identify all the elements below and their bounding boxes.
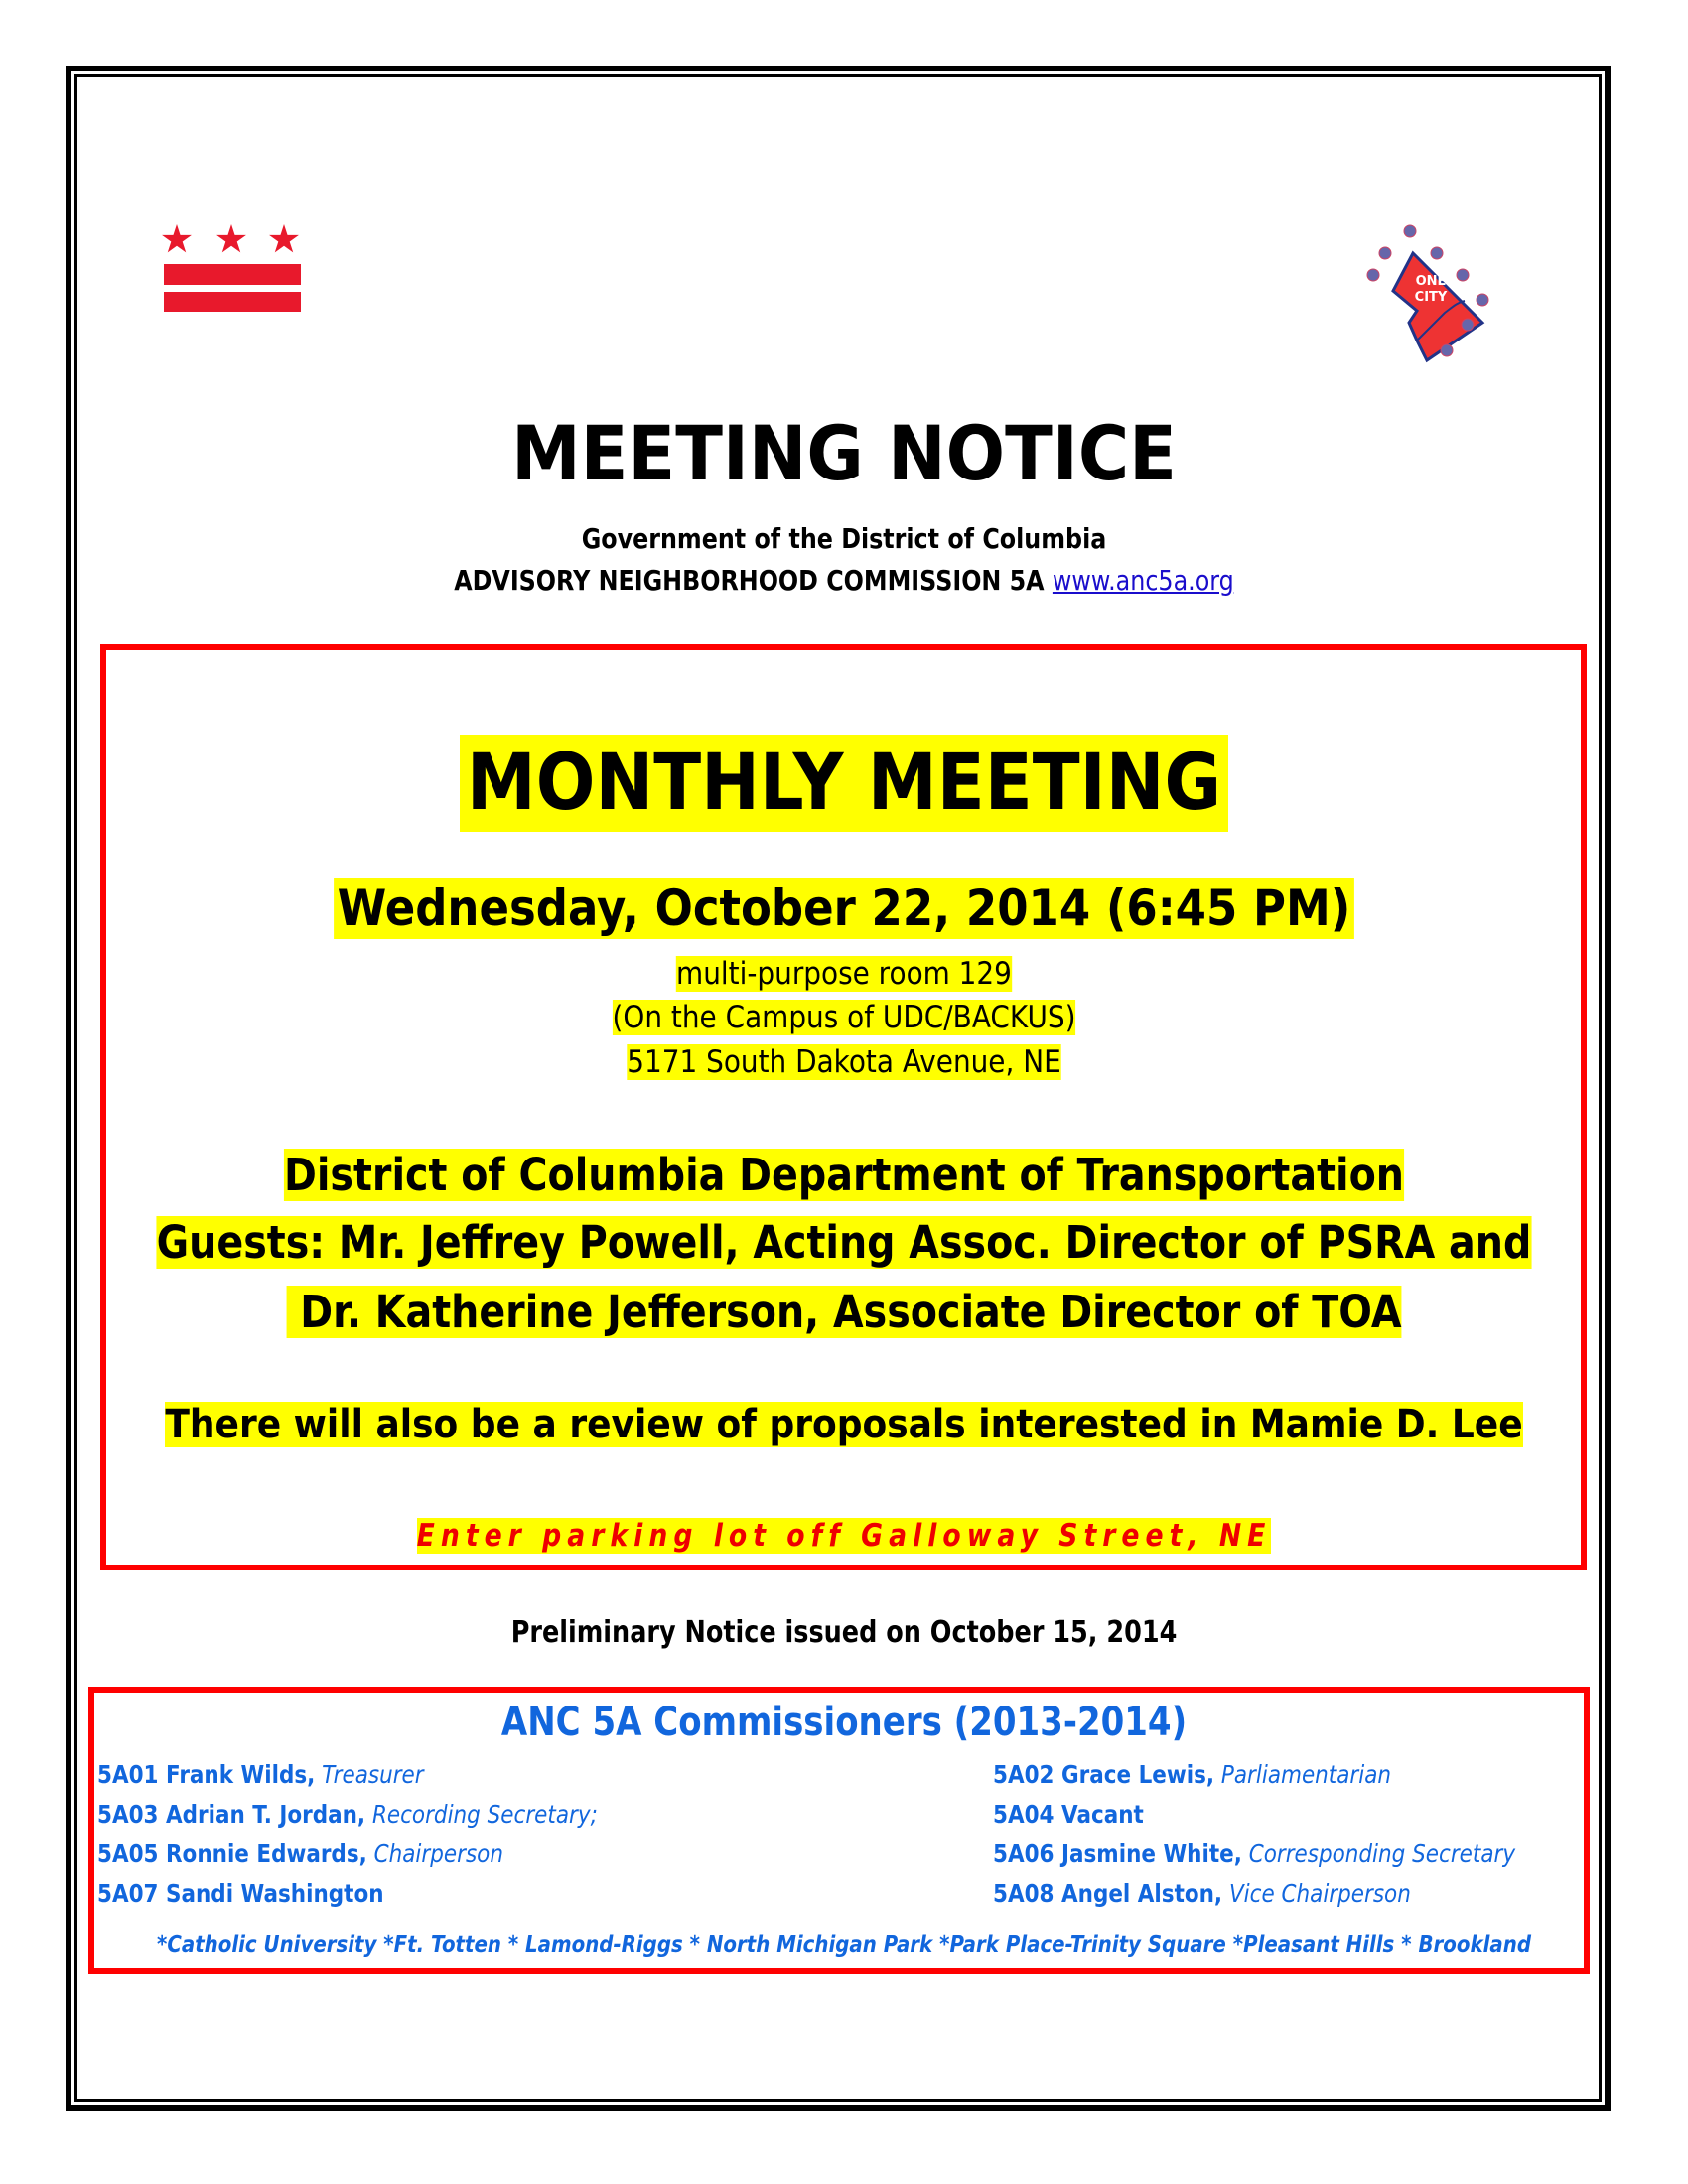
flag-star <box>162 224 192 252</box>
commission-name: ADVISORY NEIGHBORHOOD COMMISSION 5A <box>454 564 1045 597</box>
commissioner-role: Recording Secretary; <box>365 1800 598 1829</box>
commissioner-name: 5A01 Frank Wilds, <box>97 1760 316 1789</box>
neighborhoods-list: *Catholic University *Ft. Totten * Lamond-Riggs * North Michigan Park *Park Place-Trinity Square *Pleasant Hills * Brookland <box>157 1932 1531 1958</box>
agenda-line <box>101 1286 1587 1338</box>
website-link[interactable]: www.anc5a.org <box>1052 564 1234 597</box>
logo-star <box>1431 247 1443 259</box>
parking-note <box>118 1518 1570 1554</box>
commissioner-role: Corresponding Secretary <box>1241 1840 1516 1868</box>
agenda-guest-1: Guests: Mr. Jeffrey Powell, Acting Assoc. Director of PSRA and <box>156 1216 1532 1269</box>
commissioner-name: 5A07 Sandi Washington <box>97 1879 384 1908</box>
flag-star <box>269 224 299 252</box>
review-note <box>84 1402 1604 1447</box>
government-subtitle: Government of the District of Columbia <box>581 522 1107 555</box>
parking-note-text: Enter parking lot off Galloway Street, NE <box>416 1518 1272 1554</box>
commissioner-name: 5A05 Ronnie Edwards, <box>97 1840 367 1868</box>
meeting-heading-text: MONTHLY MEETING <box>460 735 1229 832</box>
commissioner-entry <box>993 1840 1515 1868</box>
page-title: MEETING NOTICE <box>511 409 1177 497</box>
logo-star <box>1441 344 1453 356</box>
commissioner-role: Treasurer <box>315 1760 424 1789</box>
commissioner-name: 5A03 Adrian T. Jordan, <box>97 1800 366 1829</box>
one-city-logo-icon <box>1365 223 1494 367</box>
commissioner-name: 5A08 Angel Alston, <box>993 1879 1223 1908</box>
agenda-dept: District of Columbia Department of Transportation <box>283 1149 1404 1201</box>
location-campus: (On the Campus of UDC/BACKUS) <box>612 1000 1076 1035</box>
review-note-text: There will also be a review of proposals interested in Mamie D. Lee <box>165 1402 1523 1447</box>
location-line <box>84 1000 1604 1035</box>
commissioner-role: Chairperson <box>366 1840 503 1868</box>
logo-text-one: ONE <box>1415 274 1447 289</box>
meeting-date-time <box>84 878 1604 939</box>
flag-bar <box>164 264 301 285</box>
location-line <box>84 956 1604 992</box>
logo-text-city: CITY <box>1414 290 1448 305</box>
logo-star <box>1379 247 1391 259</box>
preliminary-notice: Preliminary Notice issued on October 15, 2014 <box>510 1615 1178 1650</box>
commissioner-entry <box>97 1879 384 1908</box>
agenda-line <box>101 1216 1587 1269</box>
location-room: multi-purpose room 129 <box>676 956 1012 992</box>
commissioner-entry <box>97 1800 598 1829</box>
commissioners-title: ANC 5A Commissioners (2013-2014) <box>500 1700 1188 1745</box>
commissioner-name: 5A02 Grace Lewis, <box>993 1760 1215 1789</box>
commissioner-name: 5A06 Jasmine White, <box>993 1840 1242 1868</box>
meeting-heading <box>84 735 1604 832</box>
flag-bar <box>164 292 301 312</box>
agenda-guest-2: Dr. Katherine Jefferson, Associate Director of TOA <box>286 1286 1402 1338</box>
commissioner-entry <box>97 1840 503 1868</box>
logo-star <box>1404 225 1416 237</box>
location-address: 5171 South Dakota Avenue, NE <box>627 1044 1061 1080</box>
dc-flag-icon <box>162 220 301 316</box>
dc-map-shape <box>1393 253 1482 360</box>
logo-star <box>1457 269 1469 281</box>
commissioner-role: Vice Chairperson <box>1222 1879 1411 1908</box>
commissioner-entry <box>993 1800 1144 1829</box>
commissioner-role: Parliamentarian <box>1214 1760 1392 1789</box>
location-line <box>84 1044 1604 1080</box>
flag-star <box>216 224 246 252</box>
commission-subtitle <box>127 564 1562 597</box>
meeting-date-time-text: Wednesday, October 22, 2014 (6:45 PM) <box>334 878 1354 939</box>
logo-star <box>1477 294 1488 306</box>
commissioner-entry <box>97 1760 424 1789</box>
commissioner-entry <box>993 1879 1411 1908</box>
commissioner-name: 5A04 Vacant <box>993 1800 1144 1829</box>
commissioner-entry <box>993 1760 1391 1789</box>
logo-star <box>1462 319 1474 331</box>
logo-star <box>1367 269 1379 281</box>
agenda-line <box>101 1149 1587 1201</box>
